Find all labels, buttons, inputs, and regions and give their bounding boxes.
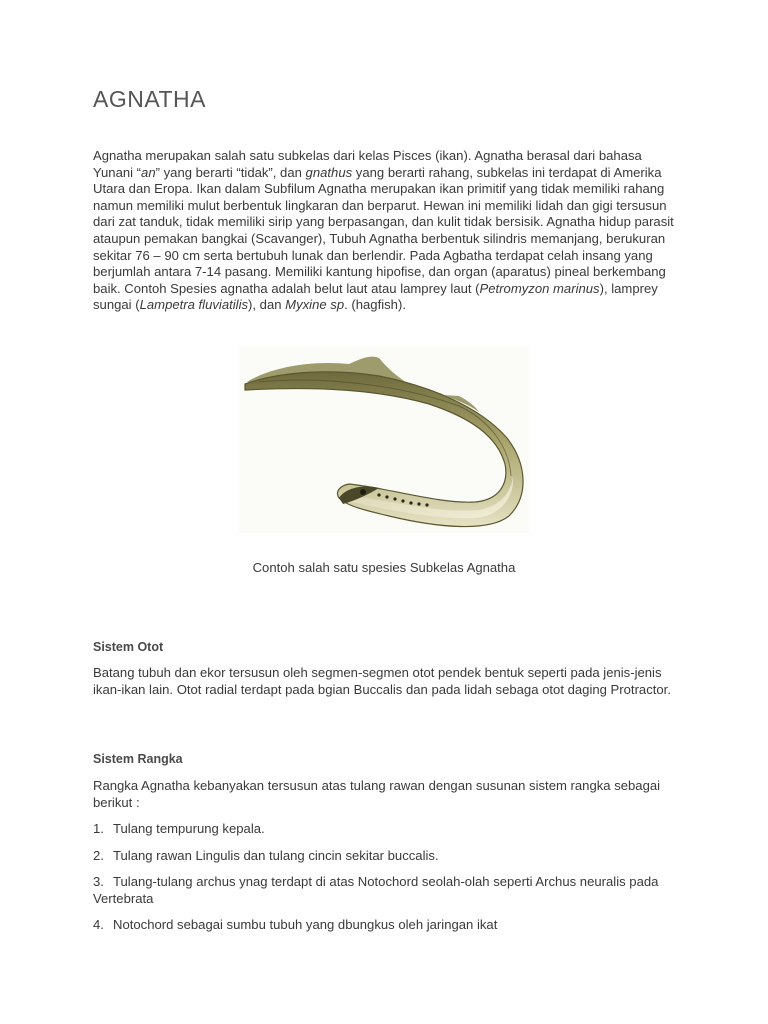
page-title: AGNATHA (93, 86, 206, 112)
species-lampetra: Lampetra fluviatilis (139, 297, 249, 313)
intro-term-an: an (141, 164, 156, 180)
paragraph-sistem-rangka: Rangka Agnatha kebanyakan tersusun atas tulang rawan dengan susunan sistem rangka sebagai berikut : (93, 778, 661, 810)
list-item (93, 874, 678, 907)
figure-caption: Contoh salah satu spesies Subkelas Agnatha (252, 560, 516, 575)
list-text: Tulang rawan Lingulis dan tulang cincin sekitar buccalis. (113, 848, 439, 863)
list-number: 4. (93, 917, 104, 932)
heading-sistem-rangka: Sistem Rangka (93, 752, 183, 766)
list-number: 3. (93, 874, 104, 889)
list-text: Notochord sebagai sumbu tubuh yang dbungkus oleh jaringan ikat (113, 917, 498, 932)
list-item (93, 821, 678, 838)
paragraph-sistem-otot: Batang tubuh dan ekor tersusun oleh segmen-segmen otot pendek bentuk seperti pada jenis-jenis ikan-ikan lain. Otot radial terdapt pada bgian Buccalis dan pada lidah sebaga otot daging Protractor. (93, 665, 671, 697)
intro-text-2: ” yang berarti “tidak”, dan (155, 164, 306, 180)
intro-term-gnathus: gnathus (305, 164, 353, 180)
list-text: Tulang tempurung kepala. (113, 821, 265, 836)
intro-text-5: ), dan (248, 297, 286, 313)
species-myxine: Myxine sp (285, 297, 345, 313)
lamprey-drawing (239, 346, 529, 533)
lamprey-illustration (239, 346, 529, 533)
intro-text-4: ), lamprey sungai ( (93, 280, 658, 313)
species-petromyzon: Petromyzon marinus (479, 280, 600, 296)
list-number: 2. (93, 848, 104, 863)
heading-sistem-otot: Sistem Otot (93, 640, 164, 654)
list-item (93, 917, 678, 934)
list-text: Tulang-tulang archus ynag terdapt di atas Notochord seolah-olah seperti Archus neuralis pada Vertebrata (93, 874, 659, 906)
list-number: 1. (93, 821, 104, 836)
intro-paragraph (93, 148, 678, 314)
intro-text-1: Agnatha merupakan salah satu subkelas dari kelas Pisces (ikan). Agnatha berasal dari bahasa Yunani “ (93, 148, 642, 180)
list-item (93, 848, 678, 865)
intro-text-3: yang berarti rahang, subkelas ini terdapat di Amerika Utara dan Eropa. Ikan dalam Subfilum Agnatha merupakan ikan primitif yang tidak memiliki rahang namun memiliki mulut berbentuk lingkaran dan berparut. Hewan ini memiliki lidah dan gigi tersusun dari zat tanduk, tidak memiliki sirip yang berpasangan, dan kulit tidak bersisik. Agnatha hidup parasit ataupun pemakan bangkai (Scavanger), Tubuh Agnatha berbentuk silindris memanjang, berukuran sekitar 76 – 90 cm serta bertubuh lunak dan berlendir. Pada Agbatha terdapat celah insang yang berjumlah antara 7-14 pasang. Memiliki kantung hipofise, dan organ (aparatus) pineal berkembang baik. Contoh Spesies agnatha adalah belut laut atau lamprey laut ( (93, 164, 674, 296)
intro-text-6: . (hagfish). (344, 297, 406, 313)
